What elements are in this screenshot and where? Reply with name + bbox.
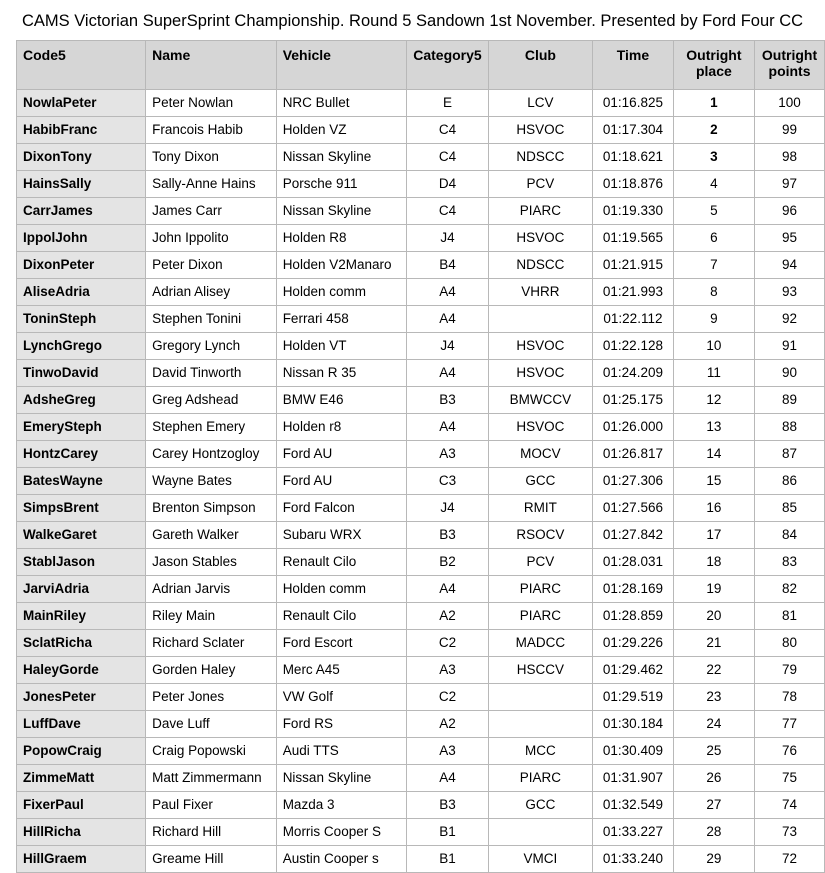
cell-name: Stephen Emery bbox=[146, 414, 277, 441]
cell-outright-place: 13 bbox=[673, 414, 754, 441]
cell-code: ToninSteph bbox=[17, 306, 146, 333]
cell-outright-place: 12 bbox=[673, 387, 754, 414]
cell-code: HillRicha bbox=[17, 819, 146, 846]
cell-category: B3 bbox=[407, 792, 488, 819]
cell-code: AdsheGreg bbox=[17, 387, 146, 414]
cell-outright-points: 77 bbox=[755, 711, 825, 738]
cell-outright-points: 88 bbox=[755, 414, 825, 441]
cell-club bbox=[488, 684, 592, 711]
table-row[interactable] bbox=[17, 225, 825, 252]
cell-code: AliseAdria bbox=[17, 279, 146, 306]
cell-vehicle: Holden VT bbox=[276, 333, 407, 360]
cell-category: C4 bbox=[407, 144, 488, 171]
table-row[interactable] bbox=[17, 765, 825, 792]
cell-outright-points: 94 bbox=[755, 252, 825, 279]
cell-code: BatesWayne bbox=[17, 468, 146, 495]
cell-outright-points: 86 bbox=[755, 468, 825, 495]
cell-time: 01:18.621 bbox=[593, 144, 674, 171]
cell-outright-place: 2 bbox=[673, 117, 754, 144]
cell-code: FixerPaul bbox=[17, 792, 146, 819]
cell-outright-points: 78 bbox=[755, 684, 825, 711]
cell-name: Wayne Bates bbox=[146, 468, 277, 495]
column-header-club[interactable]: Club bbox=[488, 41, 592, 90]
cell-time: 01:17.304 bbox=[593, 117, 674, 144]
column-header-category[interactable]: Category5 bbox=[407, 41, 488, 90]
cell-category: A4 bbox=[407, 576, 488, 603]
cell-name: Stephen Tonini bbox=[146, 306, 277, 333]
cell-time: 01:28.031 bbox=[593, 549, 674, 576]
cell-vehicle: Nissan R 35 bbox=[276, 360, 407, 387]
table-row[interactable] bbox=[17, 684, 825, 711]
cell-name: David Tinworth bbox=[146, 360, 277, 387]
cell-club: MADCC bbox=[488, 630, 592, 657]
cell-club: VMCI bbox=[488, 846, 592, 873]
cell-name: John Ippolito bbox=[146, 225, 277, 252]
cell-code: LuffDave bbox=[17, 711, 146, 738]
cell-vehicle: Nissan Skyline bbox=[276, 198, 407, 225]
cell-club: NDSCC bbox=[488, 144, 592, 171]
cell-time: 01:21.915 bbox=[593, 252, 674, 279]
table-row[interactable] bbox=[17, 846, 825, 873]
cell-category: A2 bbox=[407, 711, 488, 738]
cell-time: 01:26.000 bbox=[593, 414, 674, 441]
cell-code: MainRiley bbox=[17, 603, 146, 630]
cell-category: B3 bbox=[407, 387, 488, 414]
cell-time: 01:31.907 bbox=[593, 765, 674, 792]
cell-club: PIARC bbox=[488, 198, 592, 225]
cell-name: Paul Fixer bbox=[146, 792, 277, 819]
cell-outright-place: 10 bbox=[673, 333, 754, 360]
results-body bbox=[17, 90, 825, 873]
cell-club: PCV bbox=[488, 549, 592, 576]
cell-category: E bbox=[407, 90, 488, 117]
cell-name: Adrian Jarvis bbox=[146, 576, 277, 603]
cell-outright-place: 16 bbox=[673, 495, 754, 522]
cell-vehicle: Nissan Skyline bbox=[276, 144, 407, 171]
cell-vehicle: Ford AU bbox=[276, 468, 407, 495]
cell-code: SclatRicha bbox=[17, 630, 146, 657]
cell-category: C2 bbox=[407, 630, 488, 657]
table-row[interactable] bbox=[17, 819, 825, 846]
cell-club: HSVOC bbox=[488, 333, 592, 360]
cell-category: C3 bbox=[407, 468, 488, 495]
cell-vehicle: Renault Cilo bbox=[276, 603, 407, 630]
cell-name: Jason Stables bbox=[146, 549, 277, 576]
table-row[interactable] bbox=[17, 279, 825, 306]
cell-outright-points: 95 bbox=[755, 225, 825, 252]
cell-outright-place: 7 bbox=[673, 252, 754, 279]
cell-vehicle: Ferrari 458 bbox=[276, 306, 407, 333]
cell-name: Riley Main bbox=[146, 603, 277, 630]
cell-name: Gorden Haley bbox=[146, 657, 277, 684]
cell-club: PIARC bbox=[488, 576, 592, 603]
cell-outright-place: 25 bbox=[673, 738, 754, 765]
cell-time: 01:16.825 bbox=[593, 90, 674, 117]
cell-outright-place: 29 bbox=[673, 846, 754, 873]
table-row[interactable] bbox=[17, 711, 825, 738]
cell-outright-place: 3 bbox=[673, 144, 754, 171]
cell-outright-place: 6 bbox=[673, 225, 754, 252]
cell-category: A4 bbox=[407, 765, 488, 792]
cell-name: Gareth Walker bbox=[146, 522, 277, 549]
cell-time: 01:28.169 bbox=[593, 576, 674, 603]
cell-club: HSVOC bbox=[488, 360, 592, 387]
table-row[interactable] bbox=[17, 387, 825, 414]
cell-outright-place: 27 bbox=[673, 792, 754, 819]
cell-time: 01:29.462 bbox=[593, 657, 674, 684]
cell-name: Sally-Anne Hains bbox=[146, 171, 277, 198]
cell-outright-place: 15 bbox=[673, 468, 754, 495]
cell-club: PIARC bbox=[488, 603, 592, 630]
cell-name: Greame Hill bbox=[146, 846, 277, 873]
table-row[interactable] bbox=[17, 414, 825, 441]
cell-time: 01:27.306 bbox=[593, 468, 674, 495]
cell-outright-points: 93 bbox=[755, 279, 825, 306]
cell-time: 01:24.209 bbox=[593, 360, 674, 387]
cell-outright-place: 22 bbox=[673, 657, 754, 684]
cell-code: HontzCarey bbox=[17, 441, 146, 468]
cell-club bbox=[488, 819, 592, 846]
cell-outright-points: 84 bbox=[755, 522, 825, 549]
cell-code: IppolJohn bbox=[17, 225, 146, 252]
cell-outright-place: 23 bbox=[673, 684, 754, 711]
cell-outright-place: 19 bbox=[673, 576, 754, 603]
cell-outright-points: 81 bbox=[755, 603, 825, 630]
cell-club: PCV bbox=[488, 171, 592, 198]
column-header-outright-place[interactable] bbox=[673, 41, 754, 90]
cell-code: ZimmeMatt bbox=[17, 765, 146, 792]
cell-code: PopowCraig bbox=[17, 738, 146, 765]
cell-time: 01:21.993 bbox=[593, 279, 674, 306]
cell-club: VHRR bbox=[488, 279, 592, 306]
cell-time: 01:19.330 bbox=[593, 198, 674, 225]
cell-category: B2 bbox=[407, 549, 488, 576]
cell-outright-place: 9 bbox=[673, 306, 754, 333]
table-row[interactable] bbox=[17, 117, 825, 144]
cell-outright-points: 79 bbox=[755, 657, 825, 684]
cell-name: Adrian Alisey bbox=[146, 279, 277, 306]
cell-category: A3 bbox=[407, 738, 488, 765]
cell-name: Greg Adshead bbox=[146, 387, 277, 414]
cell-time: 01:26.817 bbox=[593, 441, 674, 468]
header-row bbox=[17, 41, 825, 90]
cell-time: 01:22.112 bbox=[593, 306, 674, 333]
cell-outright-points: 92 bbox=[755, 306, 825, 333]
cell-outright-place: 26 bbox=[673, 765, 754, 792]
cell-code: DixonTony bbox=[17, 144, 146, 171]
cell-outright-place: 4 bbox=[673, 171, 754, 198]
cell-name: Brenton Simpson bbox=[146, 495, 277, 522]
cell-club: LCV bbox=[488, 90, 592, 117]
cell-name: Peter Dixon bbox=[146, 252, 277, 279]
cell-time: 01:29.226 bbox=[593, 630, 674, 657]
cell-outright-points: 75 bbox=[755, 765, 825, 792]
cell-vehicle: Holden comm bbox=[276, 576, 407, 603]
cell-outright-points: 74 bbox=[755, 792, 825, 819]
cell-outright-points: 87 bbox=[755, 441, 825, 468]
column-header-outright-points[interactable] bbox=[755, 41, 825, 90]
table-row[interactable] bbox=[17, 495, 825, 522]
cell-name: Peter Nowlan bbox=[146, 90, 277, 117]
cell-vehicle: Mazda 3 bbox=[276, 792, 407, 819]
cell-time: 01:25.175 bbox=[593, 387, 674, 414]
cell-outright-place: 20 bbox=[673, 603, 754, 630]
column-header-place-line1: Outright bbox=[686, 47, 742, 63]
cell-vehicle: Holden r8 bbox=[276, 414, 407, 441]
cell-category: B1 bbox=[407, 819, 488, 846]
cell-vehicle: Porsche 911 bbox=[276, 171, 407, 198]
cell-time: 01:22.128 bbox=[593, 333, 674, 360]
cell-time: 01:30.184 bbox=[593, 711, 674, 738]
table-row[interactable] bbox=[17, 198, 825, 225]
cell-code: SimpsBrent bbox=[17, 495, 146, 522]
table-row[interactable] bbox=[17, 144, 825, 171]
cell-code: JonesPeter bbox=[17, 684, 146, 711]
cell-name: Craig Popowski bbox=[146, 738, 277, 765]
cell-code: HillGraem bbox=[17, 846, 146, 873]
cell-time: 01:29.519 bbox=[593, 684, 674, 711]
cell-outright-points: 82 bbox=[755, 576, 825, 603]
cell-outright-points: 83 bbox=[755, 549, 825, 576]
cell-time: 01:27.842 bbox=[593, 522, 674, 549]
cell-outright-place: 14 bbox=[673, 441, 754, 468]
cell-vehicle: NRC Bullet bbox=[276, 90, 407, 117]
cell-code: CarrJames bbox=[17, 198, 146, 225]
cell-code: JarviAdria bbox=[17, 576, 146, 603]
table-row[interactable] bbox=[17, 306, 825, 333]
cell-vehicle: Holden comm bbox=[276, 279, 407, 306]
cell-vehicle: Ford RS bbox=[276, 711, 407, 738]
cell-category: A3 bbox=[407, 441, 488, 468]
cell-club: GCC bbox=[488, 468, 592, 495]
cell-code: DixonPeter bbox=[17, 252, 146, 279]
cell-name: Gregory Lynch bbox=[146, 333, 277, 360]
cell-category: A3 bbox=[407, 657, 488, 684]
cell-outright-place: 24 bbox=[673, 711, 754, 738]
cell-category: C2 bbox=[407, 684, 488, 711]
cell-vehicle: Audi TTS bbox=[276, 738, 407, 765]
cell-time: 01:33.227 bbox=[593, 819, 674, 846]
column-header-time[interactable]: Time bbox=[593, 41, 674, 90]
cell-vehicle: Austin Cooper s bbox=[276, 846, 407, 873]
cell-code: HaleyGorde bbox=[17, 657, 146, 684]
table-row[interactable] bbox=[17, 171, 825, 198]
cell-name: Dave Luff bbox=[146, 711, 277, 738]
cell-category: D4 bbox=[407, 171, 488, 198]
cell-club: HSVOC bbox=[488, 225, 592, 252]
cell-code: WalkeGaret bbox=[17, 522, 146, 549]
cell-vehicle: VW Golf bbox=[276, 684, 407, 711]
cell-category: B3 bbox=[407, 522, 488, 549]
cell-club: PIARC bbox=[488, 765, 592, 792]
cell-name: Peter Jones bbox=[146, 684, 277, 711]
column-header-code[interactable]: Code5 bbox=[17, 41, 146, 90]
cell-outright-place: 1 bbox=[673, 90, 754, 117]
table-row[interactable] bbox=[17, 522, 825, 549]
cell-category: C4 bbox=[407, 117, 488, 144]
cell-vehicle: Nissan Skyline bbox=[276, 765, 407, 792]
column-header-points-line2: points bbox=[768, 63, 811, 79]
table-row[interactable] bbox=[17, 549, 825, 576]
cell-name: James Carr bbox=[146, 198, 277, 225]
cell-club: HSCCV bbox=[488, 657, 592, 684]
cell-category: J4 bbox=[407, 225, 488, 252]
cell-outright-points: 89 bbox=[755, 387, 825, 414]
cell-vehicle: Subaru WRX bbox=[276, 522, 407, 549]
cell-time: 01:18.876 bbox=[593, 171, 674, 198]
column-header-place-line2: place bbox=[695, 63, 732, 79]
cell-code: TinwoDavid bbox=[17, 360, 146, 387]
table-row[interactable] bbox=[17, 441, 825, 468]
table-row[interactable] bbox=[17, 630, 825, 657]
table-row[interactable] bbox=[17, 738, 825, 765]
cell-vehicle: Ford AU bbox=[276, 441, 407, 468]
cell-category: A4 bbox=[407, 279, 488, 306]
cell-outright-points: 76 bbox=[755, 738, 825, 765]
cell-category: A4 bbox=[407, 360, 488, 387]
cell-vehicle: Merc A45 bbox=[276, 657, 407, 684]
table-row[interactable] bbox=[17, 360, 825, 387]
cell-outright-points: 85 bbox=[755, 495, 825, 522]
cell-vehicle: Ford Falcon bbox=[276, 495, 407, 522]
cell-outright-points: 73 bbox=[755, 819, 825, 846]
cell-time: 01:30.409 bbox=[593, 738, 674, 765]
cell-outright-points: 97 bbox=[755, 171, 825, 198]
cell-category: A2 bbox=[407, 603, 488, 630]
cell-name: Francois Habib bbox=[146, 117, 277, 144]
cell-name: Tony Dixon bbox=[146, 144, 277, 171]
cell-vehicle: Renault Cilo bbox=[276, 549, 407, 576]
cell-name: Carey Hontzogloy bbox=[146, 441, 277, 468]
cell-outright-points: 90 bbox=[755, 360, 825, 387]
table-row[interactable] bbox=[17, 252, 825, 279]
cell-outright-place: 8 bbox=[673, 279, 754, 306]
cell-code: LynchGrego bbox=[17, 333, 146, 360]
cell-vehicle: Ford Escort bbox=[276, 630, 407, 657]
cell-outright-points: 98 bbox=[755, 144, 825, 171]
cell-category: C4 bbox=[407, 198, 488, 225]
cell-outright-points: 91 bbox=[755, 333, 825, 360]
cell-category: J4 bbox=[407, 495, 488, 522]
table-row[interactable] bbox=[17, 468, 825, 495]
column-header-points-line1: Outright bbox=[761, 47, 818, 63]
cell-club: BMWCCV bbox=[488, 387, 592, 414]
cell-category: B1 bbox=[407, 846, 488, 873]
cell-name: Richard Sclater bbox=[146, 630, 277, 657]
cell-club: GCC bbox=[488, 792, 592, 819]
cell-code: NowlaPeter bbox=[17, 90, 146, 117]
cell-outright-points: 96 bbox=[755, 198, 825, 225]
cell-outright-place: 5 bbox=[673, 198, 754, 225]
cell-club: NDSCC bbox=[488, 252, 592, 279]
cell-outright-place: 11 bbox=[673, 360, 754, 387]
page-title: CAMS Victorian SuperSprint Championship. Round 5 Sandown 1st November. Presented by Ford Four CC bbox=[21, 12, 804, 30]
cell-time: 01:19.565 bbox=[593, 225, 674, 252]
cell-name: Matt Zimmermann bbox=[146, 765, 277, 792]
table-row[interactable] bbox=[17, 576, 825, 603]
cell-outright-points: 100 bbox=[755, 90, 825, 117]
cell-category: A4 bbox=[407, 306, 488, 333]
cell-outright-points: 72 bbox=[755, 846, 825, 873]
cell-outright-place: 17 bbox=[673, 522, 754, 549]
cell-category: B4 bbox=[407, 252, 488, 279]
cell-vehicle: Morris Cooper S bbox=[276, 819, 407, 846]
cell-club: MCC bbox=[488, 738, 592, 765]
cell-outright-place: 18 bbox=[673, 549, 754, 576]
cell-vehicle: Holden R8 bbox=[276, 225, 407, 252]
cell-outright-place: 21 bbox=[673, 630, 754, 657]
cell-outright-points: 80 bbox=[755, 630, 825, 657]
cell-name: Richard Hill bbox=[146, 819, 277, 846]
cell-club: RSOCV bbox=[488, 522, 592, 549]
cell-code: HainsSally bbox=[17, 171, 146, 198]
cell-category: J4 bbox=[407, 333, 488, 360]
cell-club: HSVOC bbox=[488, 117, 592, 144]
cell-club bbox=[488, 306, 592, 333]
cell-outright-place: 28 bbox=[673, 819, 754, 846]
cell-club: HSVOC bbox=[488, 414, 592, 441]
cell-time: 01:33.240 bbox=[593, 846, 674, 873]
table-row[interactable] bbox=[17, 657, 825, 684]
cell-vehicle: Holden VZ bbox=[276, 117, 407, 144]
cell-club: MOCV bbox=[488, 441, 592, 468]
cell-vehicle: Holden V2Manaro bbox=[276, 252, 407, 279]
cell-code: EmerySteph bbox=[17, 414, 146, 441]
cell-time: 01:32.549 bbox=[593, 792, 674, 819]
cell-vehicle: BMW E46 bbox=[276, 387, 407, 414]
cell-club: RMIT bbox=[488, 495, 592, 522]
cell-club bbox=[488, 711, 592, 738]
table-row[interactable] bbox=[17, 792, 825, 819]
cell-code: StablJason bbox=[17, 549, 146, 576]
cell-time: 01:27.566 bbox=[593, 495, 674, 522]
column-header-name[interactable]: Name bbox=[146, 41, 277, 90]
table-row[interactable] bbox=[17, 90, 825, 117]
column-header-vehicle[interactable]: Vehicle bbox=[276, 41, 407, 90]
cell-outright-points: 99 bbox=[755, 117, 825, 144]
cell-time: 01:28.859 bbox=[593, 603, 674, 630]
table-row[interactable] bbox=[17, 333, 825, 360]
table-row[interactable] bbox=[17, 603, 825, 630]
cell-category: A4 bbox=[407, 414, 488, 441]
cell-code: HabibFranc bbox=[17, 117, 146, 144]
results-table bbox=[16, 40, 825, 873]
